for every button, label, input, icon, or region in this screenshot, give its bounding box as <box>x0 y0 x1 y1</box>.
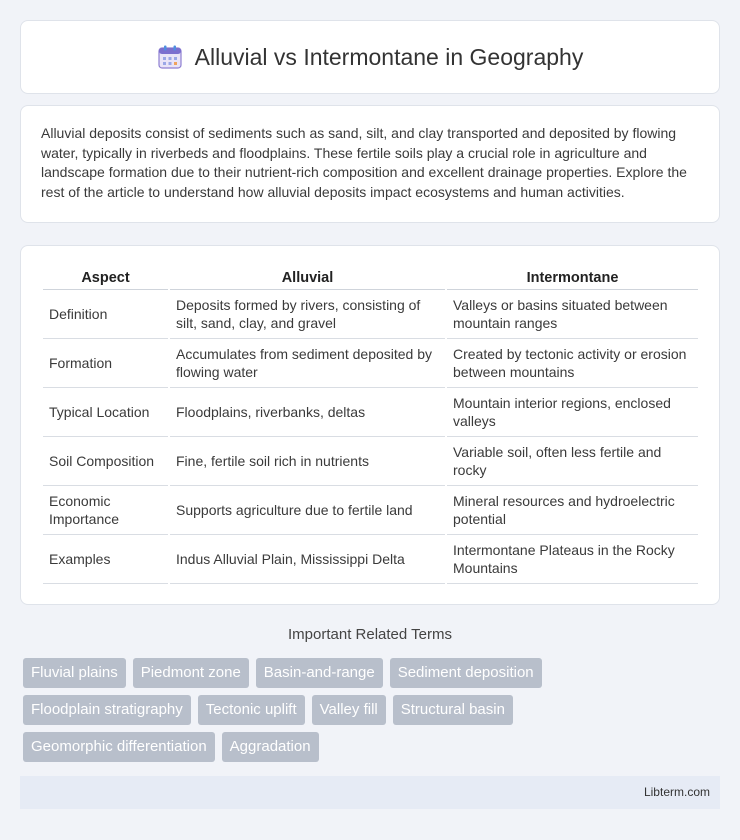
row-alluvial: Supports agriculture due to fertile land <box>169 486 446 535</box>
intro-card <box>20 105 720 223</box>
row-alluvial: Deposits formed by rivers, consisting of silt, sand, clay, and gravel <box>169 290 446 339</box>
related-terms-list <box>23 658 723 769</box>
table-row <box>43 486 698 535</box>
row-alluvial: Fine, fertile soil rich in nutrients <box>169 437 446 486</box>
related-term-tag[interactable]: Tectonic uplift <box>198 695 305 725</box>
calendar-icon <box>157 44 183 70</box>
footer-site-link[interactable]: Libterm.com <box>643 785 710 799</box>
row-aspect: Soil Composition <box>43 437 169 486</box>
table-row <box>43 437 698 486</box>
header-aspect: Aspect <box>43 266 169 290</box>
related-terms-heading: Important Related Terms <box>288 626 452 643</box>
row-intermontane: Mountain interior regions, enclosed valleys <box>446 388 698 437</box>
comparison-table <box>43 266 698 584</box>
table-row <box>43 339 698 388</box>
table-header-row <box>43 266 698 290</box>
page-title: Alluvial vs Intermontane in Geography <box>194 43 584 70</box>
title-card <box>20 20 720 94</box>
row-aspect: Economic Importance <box>43 486 169 535</box>
row-aspect: Typical Location <box>43 388 169 437</box>
related-term-tag[interactable]: Valley fill <box>312 695 386 725</box>
table-row <box>43 535 698 584</box>
related-term-tag[interactable]: Sediment deposition <box>390 658 542 688</box>
row-intermontane: Created by tectonic activity or erosion between mountains <box>446 339 698 388</box>
intro-paragraph: Alluvial deposits consist of sediments such as sand, silt, and clay transported and deposited by flowing water, typically in riverbeds and floodplains. These fertile soils play a crucial role in agriculture and landscape formation due to their nutrient-rich composition and excellent drainage properties. Explore the rest of the article to understand how alluvial deposits impact ecosystems and human activities. <box>41 125 687 200</box>
table-row <box>43 290 698 339</box>
row-intermontane: Variable soil, often less fertile and rocky <box>446 437 698 486</box>
related-term-tag[interactable]: Floodplain stratigraphy <box>23 695 191 725</box>
comparison-table-card <box>20 245 720 605</box>
table-row <box>43 388 698 437</box>
related-term-tag[interactable]: Geomorphic differentiation <box>23 732 215 762</box>
row-alluvial: Accumulates from sediment deposited by flowing water <box>169 339 446 388</box>
row-alluvial: Floodplains, riverbanks, deltas <box>169 388 446 437</box>
row-intermontane: Intermontane Plateaus in the Rocky Mountains <box>446 535 698 584</box>
row-aspect: Examples <box>43 535 169 584</box>
row-aspect: Formation <box>43 339 169 388</box>
related-term-tag[interactable]: Aggradation <box>222 732 319 762</box>
header-alluvial: Alluvial <box>169 266 446 290</box>
related-term-tag[interactable]: Basin-and-range <box>256 658 383 688</box>
row-intermontane: Mineral resources and hydroelectric potential <box>446 486 698 535</box>
related-term-tag[interactable]: Fluvial plains <box>23 658 126 688</box>
header-intermontane: Intermontane <box>446 266 698 290</box>
row-aspect: Definition <box>43 290 169 339</box>
footer <box>20 776 720 809</box>
row-alluvial: Indus Alluvial Plain, Mississippi Delta <box>169 535 446 584</box>
row-intermontane: Valleys or basins situated between mountain ranges <box>446 290 698 339</box>
related-term-tag[interactable]: Structural basin <box>393 695 513 725</box>
related-term-tag[interactable]: Piedmont zone <box>133 658 249 688</box>
